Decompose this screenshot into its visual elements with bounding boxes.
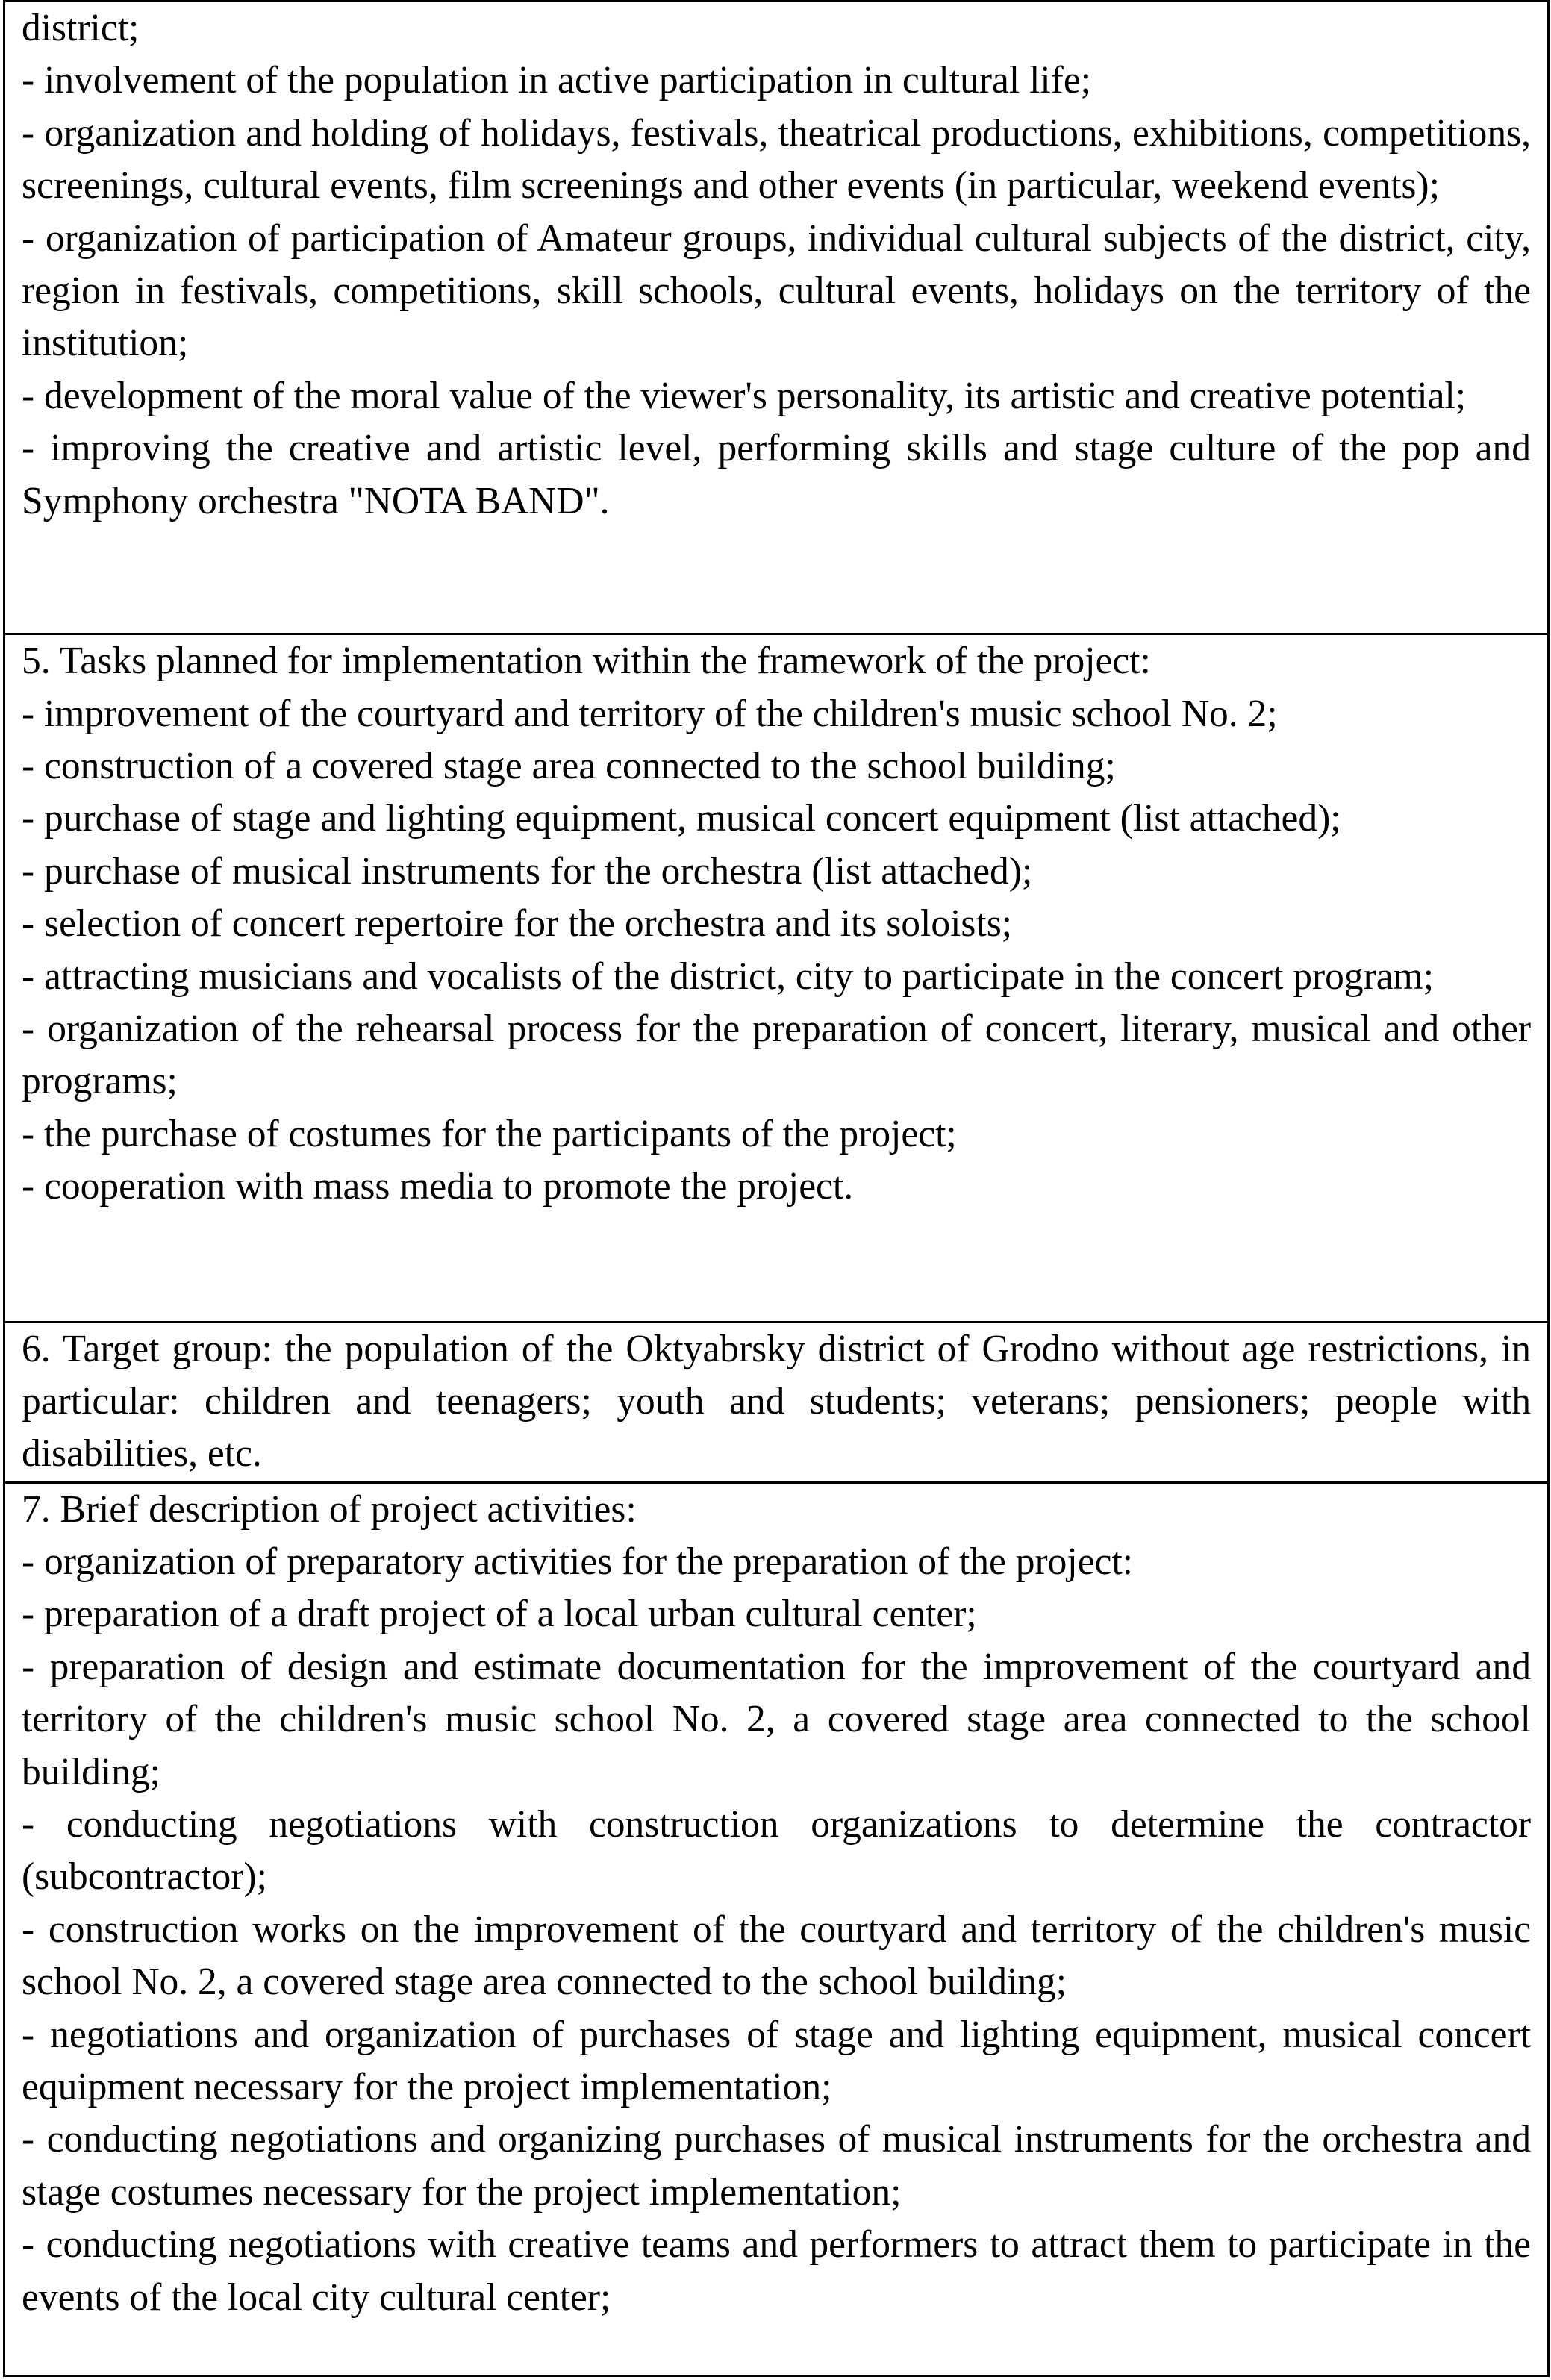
paragraph-line: - preparation of a draft project of a local urban cultural center; — [22, 1593, 977, 1636]
section-row-target-group — [4, 1322, 1549, 1482]
paragraph-line: - organization of preparatory activities for the preparation of the project: — [22, 1540, 1134, 1583]
paragraph-line: - involvement of the population in active participation in cultural life; — [22, 59, 1091, 102]
paragraph-line: - negotiations and organization of purchases of stage and lighting equipment, musical concert equipment necessary for the project implementation; — [22, 2013, 1531, 2108]
section-heading: 6. Target group: the population of the Oktyabrsky district of Grodno without age restrictions, in particular: children and teenagers; youth and students; veterans; pensioners; people with disabilities, etc. — [22, 1327, 1531, 1475]
section-cell-target-group — [4, 1322, 1549, 1482]
section-row-objectives — [4, 1, 1549, 634]
section-heading: 7. Brief description of project activities: — [22, 1487, 637, 1531]
paragraph-line: - conducting negotiations with construction organizations to determine the contractor (subcontractor); — [22, 1802, 1531, 1899]
paragraph-line: - improvement of the courtyard and territory of the children's music school No. 2; — [22, 692, 1278, 735]
section-row-tasks — [4, 634, 1549, 1322]
section-heading: 5. Tasks planned for implementation within the framework of the project: — [22, 640, 1151, 683]
paragraph-line: - purchase of stage and lighting equipment, musical concert equipment (list attached); — [22, 797, 1341, 840]
paragraph-line: - conducting negotiations and organizing purchases of musical instruments for the orchestra and stage costumes necessary for the project implementation; — [22, 2118, 1531, 2214]
project-document-table — [3, 0, 1550, 2377]
paragraph-line: - construction of a covered stage area connected to the school building; — [22, 744, 1116, 787]
paragraph-line: - purchase of musical instruments for the orchestra (list attached); — [22, 849, 1033, 893]
section-cell-activities — [4, 1482, 1549, 2376]
section-cell-tasks — [4, 634, 1549, 1322]
paragraph-line: - preparation of design and estimate documentation for the improvement of the courtyard and territory of the children's music school No. 2, a covered stage area connected to the school building; — [22, 1645, 1531, 1793]
paragraph-line: - organization and holding of holidays, festivals, theatrical productions, exhibitions, competitions, screenings, cultural events, film screenings and other events (in particular, weekend events); — [22, 111, 1531, 207]
paragraph-line: - development of the moral value of the viewer's personality, its artistic and creative potential; — [22, 374, 1467, 417]
paragraph-line: - construction works on the improvement of the courtyard and territory of the children's music school No. 2, a covered stage area connected to the school building; — [22, 1908, 1531, 2004]
paragraph-line: - organization of the rehearsal process for the preparation of concert, literary, musical and other programs; — [22, 1007, 1531, 1103]
paragraph-line: - attracting musicians and vocalists of the district, city to participate in the concert program; — [22, 955, 1435, 998]
section-cell-objectives — [4, 1, 1549, 634]
paragraph-line: - organization of participation of Amateur groups, individual cultural subjects of the district, city, region in festivals, competitions, skill schools, cultural events, holidays on the territory of the institution; — [22, 216, 1531, 365]
paragraph-line: - cooperation with mass media to promote the project. — [22, 1165, 854, 1208]
paragraph-line: - selection of concert repertoire for the orchestra and its soloists; — [22, 902, 1013, 946]
paragraph-line: - conducting negotiations with creative teams and performers to attract them to participate in the events of the local city cultural center; — [22, 2223, 1531, 2319]
section-row-activities — [4, 1482, 1549, 2376]
paragraph-line: - improving the creative and artistic level, performing skills and stage culture of the pop and Symphony orchestra "NOTA BAND". — [22, 427, 1531, 522]
paragraph-line: district; — [22, 7, 140, 49]
paragraph-line: - the purchase of costumes for the participants of the project; — [22, 1112, 957, 1155]
